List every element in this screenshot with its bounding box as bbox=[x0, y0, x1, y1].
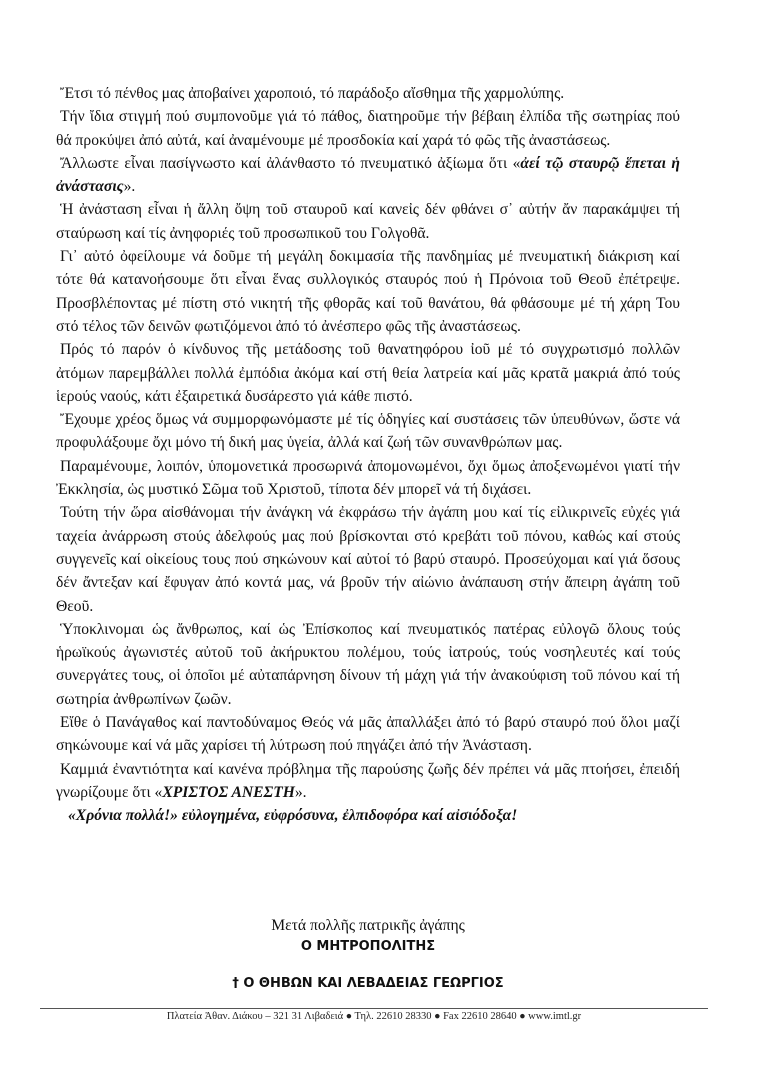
paragraph-1: Ἔτσι τό πένθος μας ἀποβαίνει χαροποιό, τό παράδοξο αἴσθημα τῆς χαρμολύπης. bbox=[60, 85, 565, 102]
signature-role: Ο ΜΗΤΡΟΠΟΛΙΤΗΣ bbox=[300, 939, 436, 954]
paragraph-12 bbox=[56, 758, 680, 805]
paragraph-10: Ὑποκλινομαι ὡς ἄνθρωπος, καί ὡς Ἐπίσκοπος καί πνευματικός πατέρας εὐλογῶ ὅλους τούς ἡρωϊκούς ἀγωνιστές αὐτοῦ τοῦ ἀκήρυκτου πολέμου, τούς ἰατρούς, τούς νοσηλευτές καί τούς συνεργάτες τους, οἱ ὁποῖοι μέ αὐταπάρνηση δίνουν τή μάχη γιά τήν ἀνακούφιση τοῦ πόνου καί τή σωτηρία ἀνθρωπίνων ζωῶν. bbox=[56, 620, 680, 708]
footer-divider bbox=[40, 1008, 708, 1009]
paragraph-12-text: Καμμιά ἐναντιότητα καί κανένα πρόβλημα τῆς παρούσης ζωῆς δέν πρέπει νά μᾶς πτοήσει, ἐπειδή γνωρίζουμε ὅτι « bbox=[56, 760, 680, 801]
paragraph-9: Τούτη τήν ὥρα αἰσθάνομαι τήν ἀνάγκη νά ἐκφράσω τήν ἀγάπη μου καί τίς εἰλικρινεῖς εὐχές γιά ταχεία ἀνάρρωση στούς ἀδελφούς μας πού βρίσκονται στό κρεβάτι τοῦ πόνου, καθώς καί στούς συγγενεῖς καί οἰκείους τους πού σηκώνουν καί αὐτοί τό βαρύ σταυρό. Προσεύχομαι καί γιά ὅσους δέν ἄντεξαν καί ἔφυγαν ἀπό κοντά μας, νά βροῦν τήν αἰώνιο ἀνάπαυση στήν ἄπειρη ἀγάπη τοῦ Θεοῦ. bbox=[56, 504, 680, 615]
paragraph-11: Εἴθε ὁ Πανάγαθος καί παντοδύναμος Θεός νά μᾶς ἀπαλλάξει ἀπό τό βαρύ σταυρό πού ὅλοι μαζί σηκώνουμε καί νά μᾶς χαρίσει τή λύτρωση πού πηγάζει ἀπό τήν Ἀνάσταση. bbox=[56, 714, 680, 755]
paragraph-3-quote: ἀεί τῷ σταυρῷ ἕπεται ἡ ἀνάστασις bbox=[56, 154, 680, 196]
paragraph-6: Πρός τό παρόν ὁ κίνδυνος τῆς μετάδοσης τοῦ θανατηφόρου ἰοῦ μέ τό συγχρωτισμό πολλῶν ἀτόμων παρεμβάλλει πολλά ἐμπόδια ἀκόμα καί στή θεία λατρεία καί μᾶς κρατᾶ μακριά ἀπό τούς ἱερούς ναούς, κάτι ἐξαιρετικά δυσάρεστο γιά κάθε πιστό. bbox=[56, 341, 680, 405]
letter-body bbox=[56, 82, 680, 828]
paragraph-3-end: ». bbox=[123, 178, 136, 196]
paragraph-13-greeting: «Χρόνια πολλά!» εὐλογημένα, εὐφρόσυνα, ἐλπιδοφόρα καί αἰσιόδοξα! bbox=[68, 807, 518, 825]
signature-closing: Μετά πολλῆς πατρικῆς ἀγάπης bbox=[271, 917, 465, 934]
paragraph-3 bbox=[56, 152, 680, 199]
signature-name: † Ο ΘΗΒΩΝ ΚΑΙ ΛΕΒΑΔΕΙΑΣ ΓΕΩΡΓΙΟΣ bbox=[232, 976, 504, 991]
paragraph-12-quote: ΧΡΙΣΤΟΣ ΑΝΕΣΤΗ bbox=[162, 783, 295, 801]
paragraph-4: Ἡ ἀνάσταση εἶναι ἡ ἄλλη ὄψη τοῦ σταυροῦ καί κανεἰς δέν φθάνει σ᾽ αὐτήν ἄν παρακάμψει τή σταύρωση καί τίς ἀνηφοριές τοῦ προσωπικοῦ του Γολγοθᾶ. bbox=[56, 201, 680, 242]
paragraph-3-text: Ἄλλωστε εἶναι πασίγνωστο καί ἀλάνθαστο τό πνευματικό ἀξίωμα ὅτι « bbox=[60, 154, 521, 172]
paragraph-5: Γι᾽ αὐτό ὀφείλουμε νά δοῦμε τή μεγάλη δοκιμασία τῆς πανδημίας μέ πνευματική διάκριση καί τότε θά κατανοήσουμε ὅτι εἶναι ἕνας συλλογικός σταυρός πού ἡ Πρόνοια τοῦ Θεοῦ ἐπέτρεψε. Προσβλέποντας μέ πίστη στό νικητή τῆς φθορᾶς καί τοῦ θανάτου, θά φθάσουμε μέ τή χάρη Του στό τέλος τῶν δεινῶν φωτιζόμενοι ἀπό τό ἀνέσπερο φῶς τῆς ἀναστάσεως. bbox=[56, 248, 680, 335]
paragraph-7: Ἔχουμε χρέος ὅμως νά συμμορφωνόμαστε μέ τίς ὁδηγίες καί συστάσεις τῶν ὑπευθύνων, ὥστε νά προφυλάξουμε ὄχι μόνο τή δική μας ὑγεία, ἀλλά καί ζωή τῶν συνανθρώπων μας. bbox=[56, 411, 680, 452]
paragraph-12-end: ». bbox=[294, 783, 307, 801]
paragraph-8: Παραμένουμε, λοιπόν, ὑπομονετικά προσωρινά ἀπομονωμένοι, ὄχι ὅμως ἀποξενωμένοι γιατί τήν Ἐκκλησία, ὡς μυστικό Σῶμα τοῦ Χριστοῦ, τίποτα δέν μπορεῖ νά τή διχάσει. bbox=[56, 457, 680, 499]
paragraph-2: Τήν ἴδια στιγμή πού συμπονοῦμε γιά τό πάθος, διατηροῦμε τήν βέβαιη ἐλπίδα τῆς σωτηρίας πού θά προκύψει ἀπό αὐτά, καί ἀναμένουμε μέ προσδοκία καί χαρά τό φῶς τῆς ἀναστάσεως. bbox=[56, 108, 680, 149]
footer-address: Πλατεία Ἀθαν. Διάκου – 321 31 Λιβαδειά ● Τηλ. 22610 28330 ● Fax 22610 28640 ● www.imtl.gr bbox=[166, 1011, 582, 1022]
